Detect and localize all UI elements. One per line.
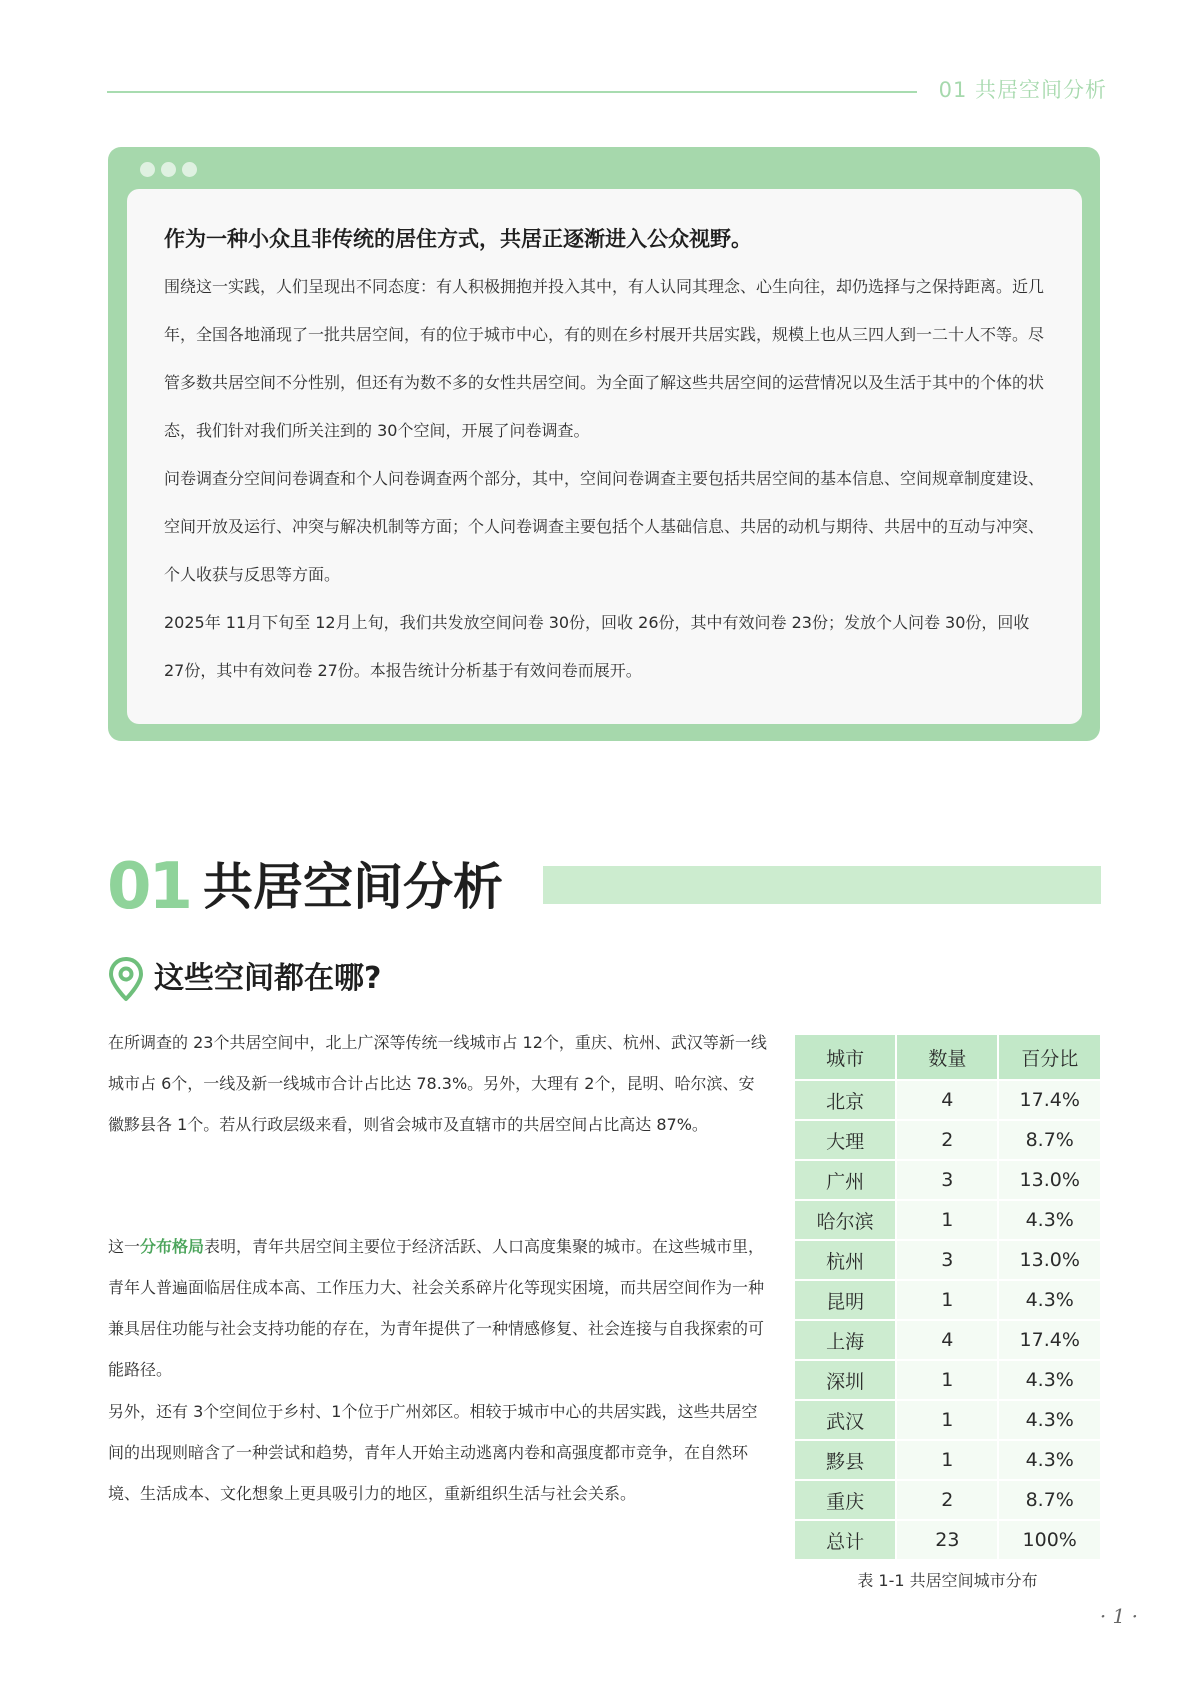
cell-percent: 4.3%: [998, 1400, 1101, 1440]
cell-percent: 8.7%: [998, 1120, 1101, 1160]
cell-percent: 4.3%: [998, 1200, 1101, 1240]
table-row: [794, 1120, 1101, 1160]
header-rule: [107, 91, 917, 93]
subsection-title: 这些空间都在哪?: [154, 961, 382, 996]
cell-count: 1: [896, 1360, 998, 1400]
table-header-row: [794, 1034, 1101, 1080]
cell-count: 1: [896, 1200, 998, 1240]
cell-percent: 100%: [998, 1520, 1101, 1560]
cell-city: 大理: [794, 1120, 896, 1160]
cell-city: 哈尔滨: [794, 1200, 896, 1240]
section-title-bar: [543, 866, 1101, 904]
cell-percent: 17.4%: [998, 1080, 1101, 1120]
table-total-row: [794, 1520, 1101, 1560]
cell-count: 23: [896, 1520, 998, 1560]
intro-card-body: [127, 189, 1082, 724]
cell-count: 1: [896, 1280, 998, 1320]
intro-paragraph: 围绕这一实践，人们呈现出不同态度：有人积极拥抱并投入其中，有人认同其理念、心生向往，却仍选择与之保持距离。近几年，全国各地涌现了一批共居空间，有的位于城市中心，有的则在乡村展开共居实践，规模上也从三四人到一二十人不等。尽管多数共居空间不分性别，但还有为数不多的女性共居空间。为全面了解这些共居空间的运营情况以及生活于其中的个体的状态，我们针对我们所关注到的 30个空间，开展了问卷调查。: [164, 277, 1045, 440]
window-dots: [140, 162, 197, 177]
highlight-term: 分布格局: [140, 1237, 205, 1256]
cell-percent: 13.0%: [998, 1240, 1101, 1280]
dot-icon: [140, 162, 155, 177]
intro-paragraph: 问卷调查分空间问卷调查和个人问卷调查两个部分，其中，空间问卷调查主要包括共居空间的基本信息、空间规章制度建设、空间开放及运行、冲突与解决机制等方面；个人问卷调查主要包括个人基础信息、共居的动机与期待、共居中的互动与冲突、个人收获与反思等方面。: [164, 469, 1045, 584]
body-paragraph: 另外，还有 3个空间位于乡村、1个位于广州郊区。相较于城市中心的共居实践，这些共居空间的出现则暗含了一种尝试和趋势，青年人开始主动逃离内卷和高强度都市竞争，在自然环境、生活成本、文化想象上更具吸引力的地区，重新组织生活与社会关系。: [108, 1402, 758, 1503]
cell-count: 1: [896, 1400, 998, 1440]
table-row: [794, 1200, 1101, 1240]
header-chapter-label: 01 共居空间分析: [938, 78, 1107, 102]
cell-city: 昆明: [794, 1280, 896, 1320]
city-distribution-table: [793, 1033, 1102, 1561]
table-caption: 表 1-1 共居空间城市分布: [857, 1571, 1038, 1590]
intro-lead: 作为一种小众且非传统的居住方式，共居正逐渐进入公众视野。: [164, 227, 752, 251]
table-row: [794, 1280, 1101, 1320]
cell-count: 3: [896, 1160, 998, 1200]
cell-city: 广州: [794, 1160, 896, 1200]
page-number: · 1 ·: [1099, 1604, 1138, 1628]
cell-city: 重庆: [794, 1480, 896, 1520]
cell-count: 4: [896, 1080, 998, 1120]
cell-city: 武汉: [794, 1400, 896, 1440]
section-title-text: 共居空间分析: [203, 858, 503, 916]
page-header: [107, 74, 1107, 114]
table-row: [794, 1480, 1101, 1520]
intro-card: [108, 147, 1100, 741]
table-row: [794, 1440, 1101, 1480]
cell-percent: 4.3%: [998, 1280, 1101, 1320]
location-pin-icon: [107, 956, 145, 1002]
dot-icon: [182, 162, 197, 177]
cell-city: 总计: [794, 1520, 896, 1560]
table-row: [794, 1400, 1101, 1440]
cell-percent: 4.3%: [998, 1440, 1101, 1480]
table-row: [794, 1080, 1101, 1120]
cell-count: 2: [896, 1120, 998, 1160]
body-text-run: 这一: [108, 1237, 141, 1256]
dot-icon: [161, 162, 176, 177]
body-text-run: 表明，青年共居空间主要位于经济活跃、人口高度集聚的城市。在这些城市里，青年人普遍面临居住成本高、工作压力大、社会关系碎片化等现实困境，而共居空间作为一种兼具居住功能与社会支持功能的存在，为青年提供了一种情感修复、社会连接与自我探索的可能路径。: [108, 1237, 765, 1379]
cell-count: 4: [896, 1320, 998, 1360]
table-row: [794, 1160, 1101, 1200]
cell-city: 深圳: [794, 1360, 896, 1400]
cell-percent: 17.4%: [998, 1320, 1101, 1360]
cell-percent: 4.3%: [998, 1360, 1101, 1400]
section-number: 01: [107, 850, 191, 924]
cell-percent: 8.7%: [998, 1480, 1101, 1520]
cell-city: 杭州: [794, 1240, 896, 1280]
cell-count: 2: [896, 1480, 998, 1520]
column-header-city: 城市: [794, 1034, 896, 1080]
cell-percent: 13.0%: [998, 1160, 1101, 1200]
column-header-count: 数量: [896, 1034, 998, 1080]
cell-city: 北京: [794, 1080, 896, 1120]
cell-city: 上海: [794, 1320, 896, 1360]
table-row: [794, 1320, 1101, 1360]
table-row: [794, 1240, 1101, 1280]
cell-count: 3: [896, 1240, 998, 1280]
cell-count: 1: [896, 1440, 998, 1480]
column-header-percent: 百分比: [998, 1034, 1101, 1080]
intro-paragraph: 2025年 11月下旬至 12月上旬，我们共发放空间问卷 30份，回收 26份，其中有效问卷 23份；发放个人问卷 30份，回收 27份，其中有效问卷 27份。本报告统计分析基于有效问卷而展开。: [164, 613, 1030, 680]
cell-city: 黟县: [794, 1440, 896, 1480]
body-paragraph: [108, 1226, 768, 1390]
body-paragraph: 在所调查的 23个共居空间中，北上广深等传统一线城市占 12个，重庆、杭州、武汉等新一线城市占 6个，一线及新一线城市合计占比达 78.3%。另外，大理有 2个，昆明、哈尔滨、安徽黟县各 1个。若从行政层级来看，则省会城市及直辖市的共居空间占比高达 87%。: [108, 1033, 767, 1134]
table-row: [794, 1360, 1101, 1400]
